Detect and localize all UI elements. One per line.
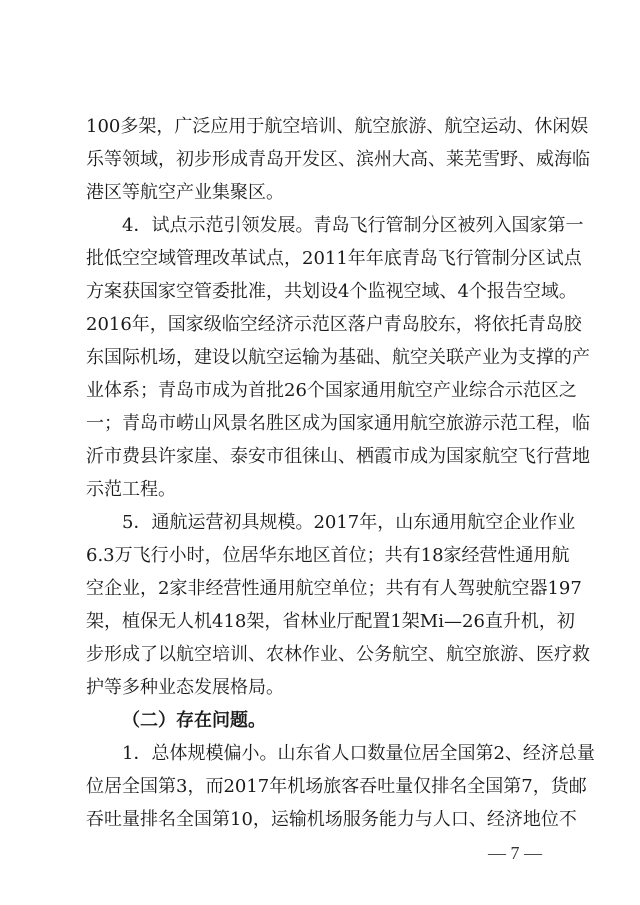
paragraph-line: 4．试点示范引领发展。青岛飞行管制分区被列入国家第一 bbox=[122, 215, 584, 236]
paragraph-line: 5．通航运营初具规模。2017年，山东通用航空企业作业 bbox=[122, 512, 576, 533]
paragraph-line: 6.3万飞行小时，位居华东地区首位；共有18家经营性通用航 bbox=[86, 545, 570, 566]
paragraph-line: 空企业，2家非经营性通用航空单位；共有有人驾驶航空器197 bbox=[86, 578, 582, 599]
paragraph-line: 护等多种业态发展格局。 bbox=[86, 677, 284, 698]
paragraph-line: 批低空空域管理改革试点，2011年年底青岛飞行管制分区试点 bbox=[86, 248, 582, 269]
paragraph-line: 1．总体规模偏小。山东省人口数量位居全国第2、经济总量 bbox=[122, 743, 595, 764]
paragraph-line: 方案获国家空管委批准，共划设4个监视空域、4个报告空域。 bbox=[86, 281, 577, 302]
paragraph-line: 一；青岛市崂山风景名胜区成为国家通用航空旅游示范工程，临 bbox=[86, 413, 590, 434]
paragraph-line: 2016年，国家级临空经济示范区落户青岛胶东，将依托青岛胶 bbox=[86, 314, 582, 335]
section-heading: （二）存在问题。 bbox=[122, 710, 266, 731]
paragraph-line: 吞吐量排名全国第10，运输机场服务能力与人口、经济地位不 bbox=[86, 809, 577, 830]
paragraph-line: 步形成了以航空培训、农林作业、公务航空、航空旅游、医疗救 bbox=[86, 644, 590, 665]
paragraph-line: 港区等航空产业集聚区。 bbox=[86, 182, 284, 203]
paragraph-line: 位居全国第3，而2017年机场旅客吞吐量仅排名全国第7，货邮 bbox=[86, 776, 587, 797]
paragraph-line: 沂市费县许家崖、泰安市徂徕山、栖霞市成为国家航空飞行营地 bbox=[86, 446, 590, 467]
page-number: — 7 — bbox=[488, 843, 542, 863]
paragraph-line: 乐等领域，初步形成青岛开发区、滨州大高、莱芜雪野、威海临 bbox=[86, 149, 590, 170]
paragraph-line: 示范工程。 bbox=[86, 479, 176, 500]
paragraph-line: 100多架，广泛应用于航空培训、航空旅游、航空运动、休闲娱 bbox=[86, 116, 589, 137]
paragraph-line: 业体系；青岛市成为首批26个国家通用航空产业综合示范区之 bbox=[86, 380, 577, 401]
paragraph-line: 架，植保无人机418架，省林业厅配置1架Mi—26直升机，初 bbox=[86, 611, 575, 632]
paragraph-line: 东国际机场，建设以航空运输为基础、航空关联产业为支撑的产 bbox=[86, 347, 590, 368]
